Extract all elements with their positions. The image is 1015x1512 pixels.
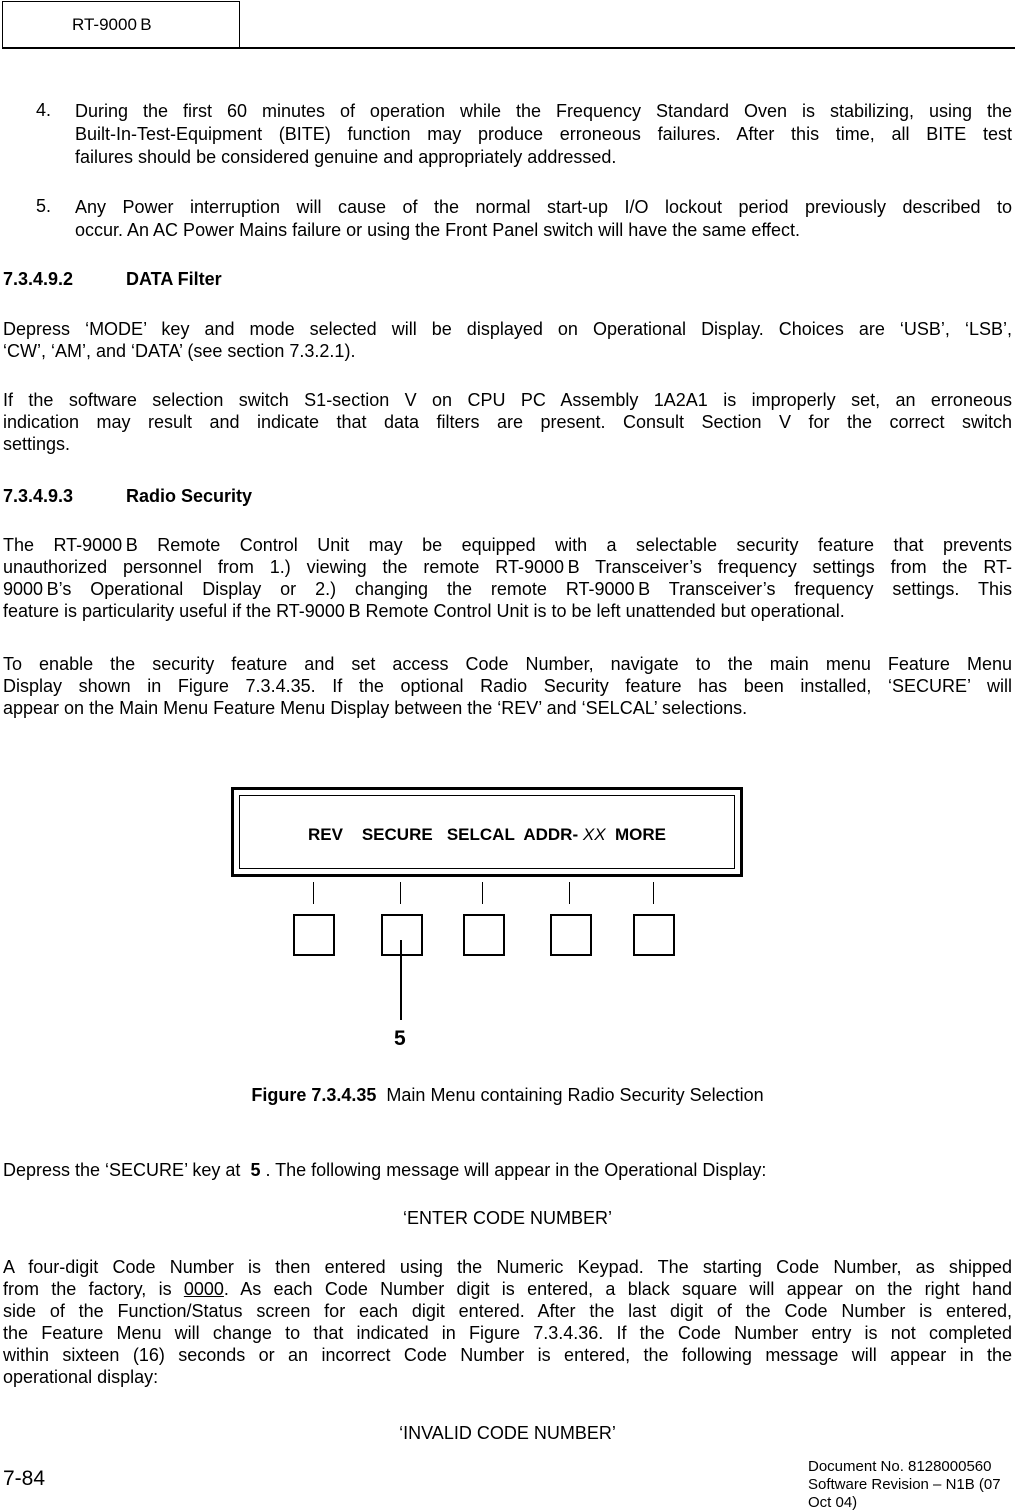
text-line: If the software selection switch S1-section V on CPU PC Assembly 1A2A1 is improperly set, an erroneous: [3, 390, 1012, 410]
softkey-pointer: [569, 882, 570, 904]
text-line: Any Power interruption will cause of the normal start-up I/O lockout period previously described to: [75, 197, 1012, 217]
softkey-pointer: [482, 882, 483, 904]
display-more-item: MORE: [605, 825, 666, 844]
section-number: 7.3.4.9.2: [3, 269, 74, 289]
text-line: 9000 B’s Operational Display or 2.) changing the remote RT-9000 B Transceiver’s frequency settings. This: [3, 579, 1012, 599]
section-title: DATA Filter: [126, 269, 222, 289]
text-line: operational display:: [3, 1367, 159, 1387]
text-line: appear on the Main Menu Feature Menu Display between the ‘REV’ and ‘SELCAL’ selections.: [3, 698, 748, 718]
item-text: [75, 100, 1012, 169]
text-line: failures should be considered genuine and appropriately addressed.: [75, 147, 617, 167]
softkey-pointer: [400, 882, 401, 904]
message-invalid-code: ‘INVALID CODE NUMBER’: [399, 1423, 616, 1443]
text-line: During the first 60 minutes of operation while the Frequency Standard Oven is stabilizing, using the: [75, 101, 1012, 121]
text-line: occur. An AC Power Mains failure or using the Front Panel switch will have the same effect.: [75, 220, 801, 240]
text-line: [3, 1278, 1012, 1300]
key-reference: 5: [250, 1160, 261, 1180]
caption-text: Main Menu containing Radio Security Selection: [386, 1085, 764, 1105]
item-text: [75, 196, 1012, 242]
softkey-secure[interactable]: [381, 914, 423, 956]
display-addr-value: XX: [582, 825, 606, 844]
item-number: 4.: [36, 100, 52, 120]
text-line: unauthorized personnel from 1.) viewing the remote RT-9000 B Transceiver’s frequency settings from the RT-: [3, 557, 1012, 577]
text-line: A four-digit Code Number is then entered using the Numeric Keypad. The starting Code Number, as shipped: [3, 1257, 1012, 1277]
text-line: feature is particularity useful if the RT-9000 B Remote Control Unit is to be left unattended but operational.: [3, 601, 845, 621]
page-number: 7-84: [3, 1467, 46, 1490]
text-line: Built-In-Test-Equipment (BITE) function may produce erroneous failures. After this time, all BITE test: [75, 124, 1012, 144]
paragraph-depress-secure: [3, 1159, 1012, 1181]
document-number: Document No. 8128000560: [808, 1458, 992, 1475]
display-inner-frame: [239, 795, 735, 869]
text-line: The RT-9000 B Remote Control Unit may be equipped with a selectable security feature that prevents: [3, 535, 1012, 555]
caption-label: Figure 7.3.4.35: [251, 1085, 377, 1105]
text-line: Display shown in Figure 7.3.4.35. If the optional Radio Security feature has been installed, ‘SECURE’ will: [3, 676, 1012, 696]
text-line: indication may result and indicate that data filters are present. Consult Section V for the correct switch: [3, 412, 1012, 432]
text-line: the Feature Menu will change to that indicated in Figure 7.3.4.36. If the Code Number entry is not completed: [3, 1323, 1012, 1343]
text-fragment: from the factory, is: [3, 1279, 184, 1299]
paragraph-switch-settings: [3, 389, 1012, 455]
paragraph-enable-security: [3, 653, 1012, 719]
text-line: To enable the security feature and set access Code Number, navigate to the main menu Feature Menu: [3, 654, 1012, 674]
softkey-pointer: [653, 882, 654, 904]
text-fragment: . As each Code Number digit is entered, a black square will appear on the right hand: [223, 1279, 1012, 1299]
display-menu-text: [240, 825, 734, 845]
paragraph-mode-key: [3, 318, 1012, 362]
text-line: settings.: [3, 434, 71, 454]
header-model: RT-9000 B: [72, 15, 152, 34]
figure-caption: [0, 1085, 1015, 1106]
display-menu-items: REV SECURE SELCAL ADDR-: [307, 825, 583, 844]
section-number: 7.3.4.9.3: [3, 486, 74, 506]
paragraph-code-entry: [3, 1256, 1012, 1388]
paragraph-security-feature: [3, 534, 1012, 622]
section-title: Radio Security: [126, 486, 253, 506]
section-heading-data-filter: [3, 269, 222, 290]
footer-doc-info: [808, 1458, 1015, 1512]
text-line: within sixteen (16) seconds or an incorrect Code Number is entered, the following message will appear in the: [3, 1345, 1012, 1365]
section-heading-radio-security: [3, 486, 252, 507]
callout-leader: [400, 940, 402, 1020]
text-line: Depress ‘MODE’ key and mode selected will be displayed on Operational Display. Choices are ‘USB’, ‘LSB’,: [3, 319, 1012, 339]
text-line: side of the Function/Status screen for each digit entered. After the last digit of the Code Number is entered,: [3, 1301, 1012, 1321]
text-fragment: . The following message will appear in the Operational Display:: [260, 1160, 767, 1180]
softkey-selcal[interactable]: [463, 914, 505, 956]
software-revision: Software Revision – N1B (07 Oct 04): [808, 1476, 1001, 1511]
default-code: 0000: [183, 1279, 224, 1299]
text-fragment: Depress the ‘SECURE’ key at: [3, 1160, 246, 1180]
softkey-pointer: [313, 882, 314, 904]
message-enter-code: ‘ENTER CODE NUMBER’: [402, 1208, 612, 1228]
item-number: 5.: [36, 196, 52, 216]
softkey-addr[interactable]: [550, 914, 592, 956]
header-rule: [2, 47, 1015, 49]
softkey-more[interactable]: [633, 914, 675, 956]
softkey-rev[interactable]: [293, 914, 335, 956]
operational-display: [231, 787, 743, 877]
text-line: ‘CW’, ‘AM’, and ‘DATA’ (see section 7.3.2.1).: [3, 341, 356, 361]
callout-number: 5: [394, 1027, 406, 1050]
